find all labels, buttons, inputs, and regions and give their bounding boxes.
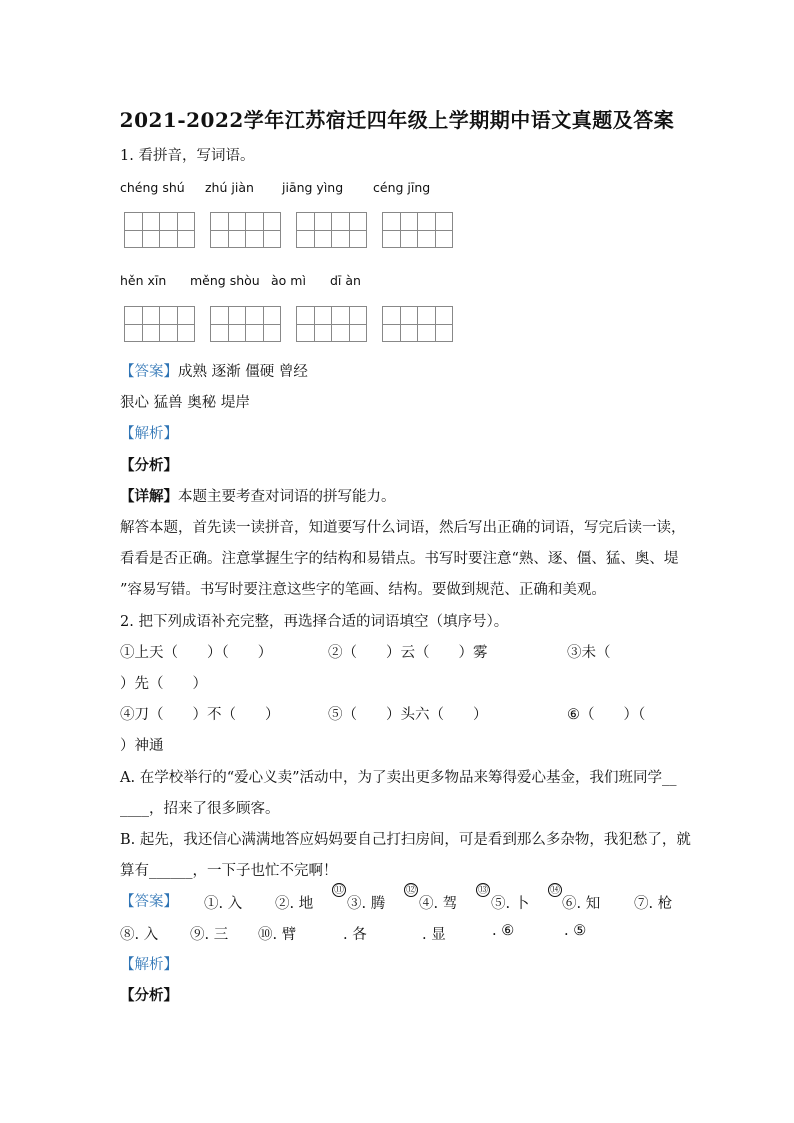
idiom-item-3-cont: ）先（ ） xyxy=(120,676,207,692)
idiom-item-6: ⑥（ ）（ xyxy=(567,707,646,723)
answer-item: ⑨. 三 xyxy=(190,927,229,943)
pinyin-8: dī àn xyxy=(330,273,361,288)
pinyin-6: měng shòu xyxy=(190,273,260,288)
pinyin-7: ào mì xyxy=(271,273,306,288)
answer-item: . 各 xyxy=(343,927,367,943)
circled-number-12: ⑫ xyxy=(406,885,416,896)
writing-grid[interactable] xyxy=(124,212,195,248)
detail-text: 本题主要考查对词语的拼写能力。 xyxy=(178,489,396,505)
writing-grid[interactable] xyxy=(210,306,281,342)
pinyin-3: jiāng yìng xyxy=(282,180,344,195)
q2-answer-tag: 【答案】 xyxy=(120,894,178,910)
answer-item: ⑩. 臂 xyxy=(258,927,297,943)
q2-stem: 2. 把下列成语补充完整，再选择合适的词语填空（填序号）。 xyxy=(120,614,509,630)
q2-fenxi-tag: 【分析】 xyxy=(120,987,178,1004)
answer-item: . ⑥ xyxy=(492,923,515,939)
fenxi-tag: 【分析】 xyxy=(120,457,178,474)
idiom-item-5: ⑤（ ）头六（ ） xyxy=(328,707,488,723)
writing-grid[interactable] xyxy=(296,212,367,248)
page-title: 2021-2022学年江苏宿迁四年级上学期期中语文真题及答案 xyxy=(119,108,675,132)
answer-item: . ⑤ xyxy=(564,923,587,939)
sentence-b-line: 算有______，一下子也忙不完啊！ xyxy=(120,863,338,879)
answer-text: 成熟 逐渐 僵硬 曾经 xyxy=(178,364,308,380)
idiom-item-3: ③未（ xyxy=(567,645,611,661)
answer-item: ⑧. 入 xyxy=(120,927,159,943)
answer-item: . 显 xyxy=(422,927,446,943)
writing-grid[interactable] xyxy=(124,306,195,342)
idiom-item-6-cont: ）神通 xyxy=(120,738,164,754)
sentence-b-line: B. 起先，我还信心满满地答应妈妈要自己打扫房间，可是看到那么多杂物，我犯愁了，就 xyxy=(120,832,691,848)
q1-answer-line2: 狠心 猛兽 奥秘 堤岸 xyxy=(120,395,250,411)
writing-grid[interactable] xyxy=(296,306,367,342)
answer-item: ③. 腾 xyxy=(347,896,386,912)
q1-paragraph-line: 解答本题，首先读一读拼音，知道要写什么词语，然后写出正确的词语，写完后读一读， xyxy=(120,520,686,536)
idiom-item-1: ①上天（ ）（ ） xyxy=(120,645,273,661)
writing-grid[interactable] xyxy=(382,306,453,342)
idiom-item-2: ②（ ）云（ ）雾 xyxy=(328,645,488,661)
circled-number-11: ⑪ xyxy=(334,885,344,896)
detail-tag: 【详解】 xyxy=(120,488,178,505)
idiom-item-4: ④刀（ ）不（ ） xyxy=(120,707,280,723)
answer-item: ④. 驾 xyxy=(419,896,458,912)
answer-tag: 【答案】 xyxy=(120,364,178,380)
pinyin-5: hěn xīn xyxy=(120,273,167,288)
answer-item: ⑦. 枪 xyxy=(634,896,673,912)
answer-item: ①. 入 xyxy=(204,896,243,912)
sentence-a-line: ____，招来了很多顾客。 xyxy=(120,801,280,817)
q1-paragraph-line: 看看是否正确。注意掌握生字的结构和易错点。书写时要注意“熟、逐、僵、猛、奥、堤 xyxy=(120,551,679,567)
writing-grid[interactable] xyxy=(382,212,453,248)
circled-number-14: ⑭ xyxy=(550,885,560,896)
q1-stem: 1. 看拼音，写词语。 xyxy=(120,148,255,164)
q2-analysis-tag: 【解析】 xyxy=(120,957,178,973)
answer-item: ②. 地 xyxy=(275,896,314,912)
detail-line xyxy=(120,487,396,507)
q1-paragraph-line: ”容易写错。书写时要注意这些字的笔画、结构。要做到规范、正确和美观。 xyxy=(120,582,606,598)
pinyin-4: céng jīng xyxy=(373,180,431,195)
pinyin-1: chéng shú xyxy=(120,180,185,195)
pinyin-2: zhú jiàn xyxy=(205,180,254,195)
q1-answer xyxy=(120,362,308,382)
analysis-tag: 【解析】 xyxy=(120,426,178,442)
answer-item: ⑥. 知 xyxy=(562,896,601,912)
answer-item: ⑤. 卜 xyxy=(491,896,530,912)
sentence-a-line: A. 在学校举行的“爱心义卖”活动中，为了卖出更多物品来筹得爱心基金，我们班同学__ xyxy=(120,770,677,786)
writing-grid[interactable] xyxy=(210,212,281,248)
circled-number-13: ⑬ xyxy=(478,885,488,896)
